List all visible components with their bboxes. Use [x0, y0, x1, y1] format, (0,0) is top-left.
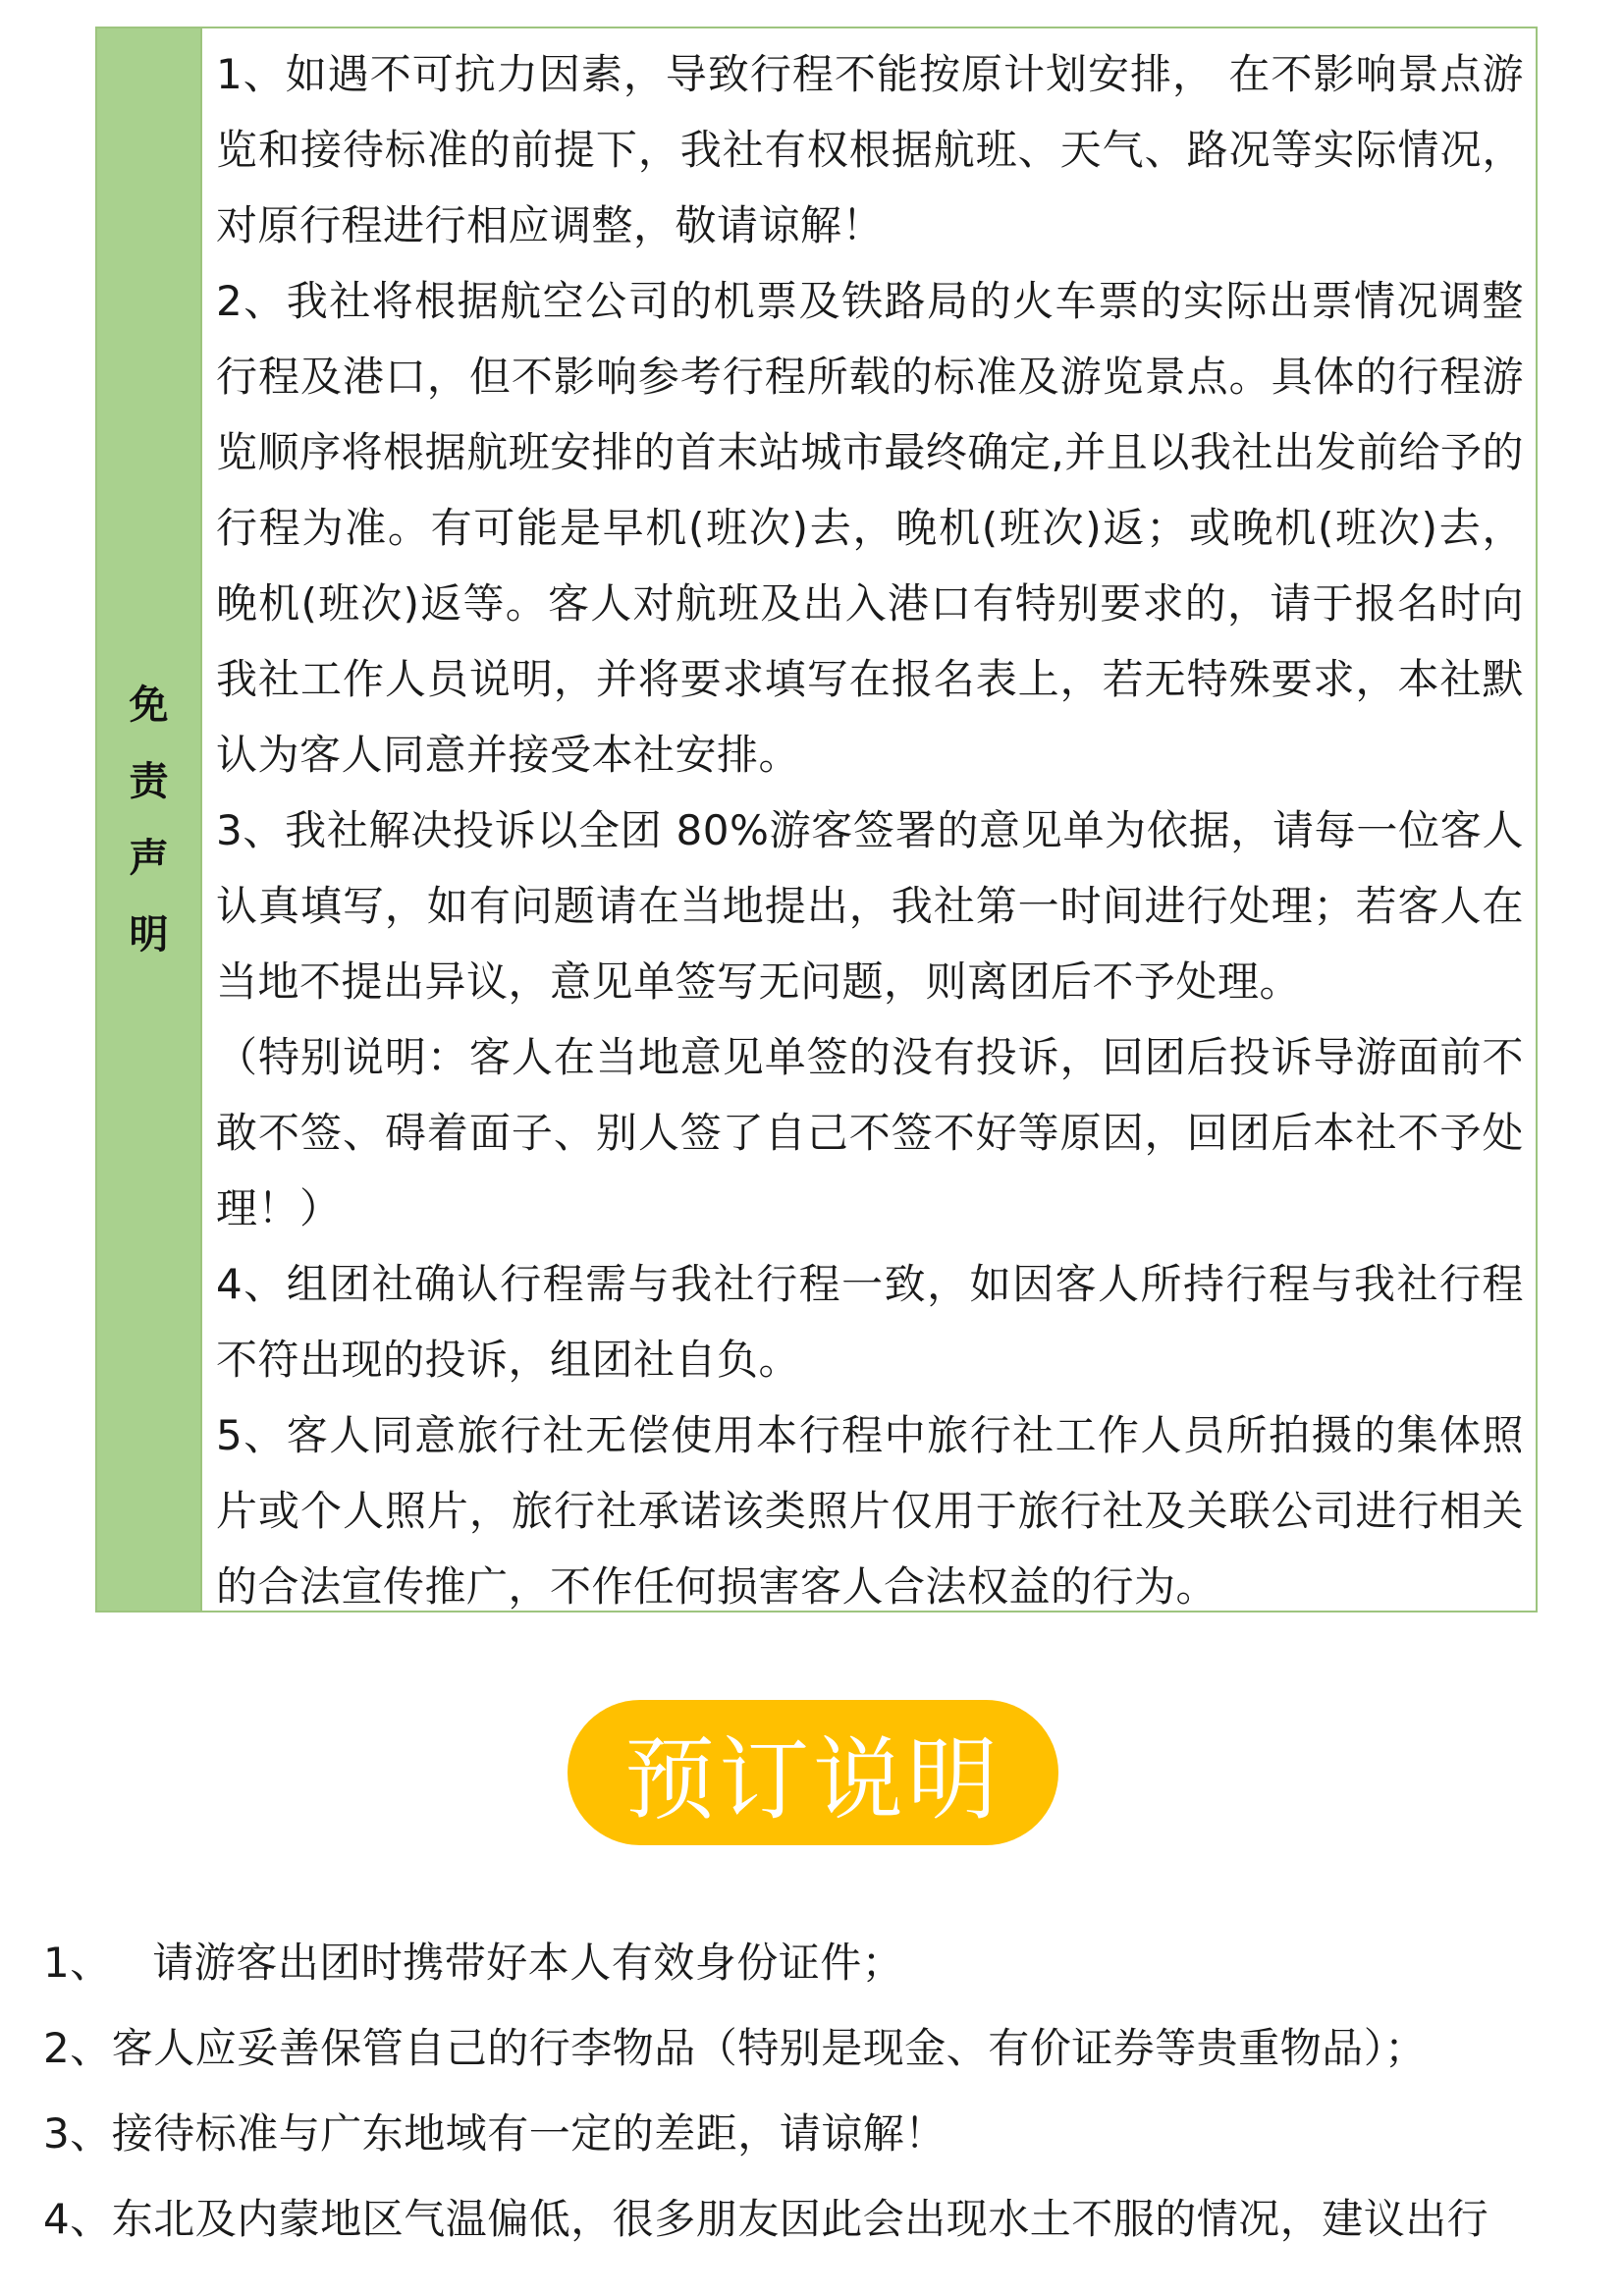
booking-note-4: 4、东北及内蒙地区气温偏低，很多朋友因此会出现水土不服的情况，建议出行 — [43, 2195, 1489, 2243]
disclaimer-label-cell — [97, 28, 202, 1611]
disclaimer-item-1: 1、如遇不可抗力因素，导致行程不能按原计划安排， 在不影响景点游览和接待标准的前提下，我社有权根据航班、天气、路况等实际情况，对原行程进行相应调整，敬请谅解！ — [216, 50, 1524, 249]
disclaimer-item-3: 3、我社解决投诉以全团 80%游客签署的意见单为依据，请每一位客人认真填写，如有问题请在当地提出，我社第一时间进行处理；若客人在当地不提出异议，意见单签写无问题，则离团后不予处理。 — [216, 806, 1524, 1006]
booking-note-2: 2、客人应妥善保管自己的行李物品（特别是现金、有价证券等贵重物品）； — [43, 2024, 1427, 2072]
disclaimer-item-5: 5、客人同意旅行社无偿使用本行程中旅行社工作人员所拍摄的集体照片或个人照片，旅行社承诺该类照片仅用于旅行社及关联公司进行相关的合法宣传推广，不作任何损害客人合法权益的行为。 — [216, 1411, 1524, 1611]
disclaimer-special-note: （特别说明：客人在当地意见单签的没有投诉，回团后投诉导游面前不敢不签、碍着面子、别人签了自己不签不好等原因，回团后本社不予处理！） — [216, 1033, 1524, 1232]
booking-title: 预订说明 — [623, 1727, 1001, 1832]
disclaimer-label: 免 责 声 明 — [129, 682, 169, 957]
booking-title-banner — [568, 1700, 1058, 1845]
disclaimer-content — [202, 28, 1536, 1611]
disclaimer-item-4: 4、组团社确认行程需与我社行程一致，如因客人所持行程与我社行程不符出现的投诉，组团社自负。 — [216, 1260, 1524, 1384]
booking-note-3: 3、接待标准与广东地域有一定的差距，请谅解！ — [43, 2109, 947, 2158]
disclaimer-item-2: 2、我社将根据航空公司的机票及铁路局的火车票的实际出票情况调整行程及港口，但不影响参考行程所载的标准及游览景点。具体的行程游览顺序将根据航班安排的首末站城市最终确定,并且以我社出发前给予的行程为准。有可能是早机(班次)去，晚机(班次)返；或晚机(班次)去，晚机(班次)返等。客人对航班及出入港口有特别要求的，请于报名时向我社工作人员说明，并将要求填写在报名表上，若无特殊要求，本社默认为客人同意并接受本社安排。 — [216, 277, 1524, 779]
booking-note-1: 1、 请游客出团时携带好本人有效身份证件； — [43, 1939, 904, 1987]
disclaimer-table — [95, 27, 1538, 1613]
booking-notes-list — [43, 1920, 1595, 2262]
